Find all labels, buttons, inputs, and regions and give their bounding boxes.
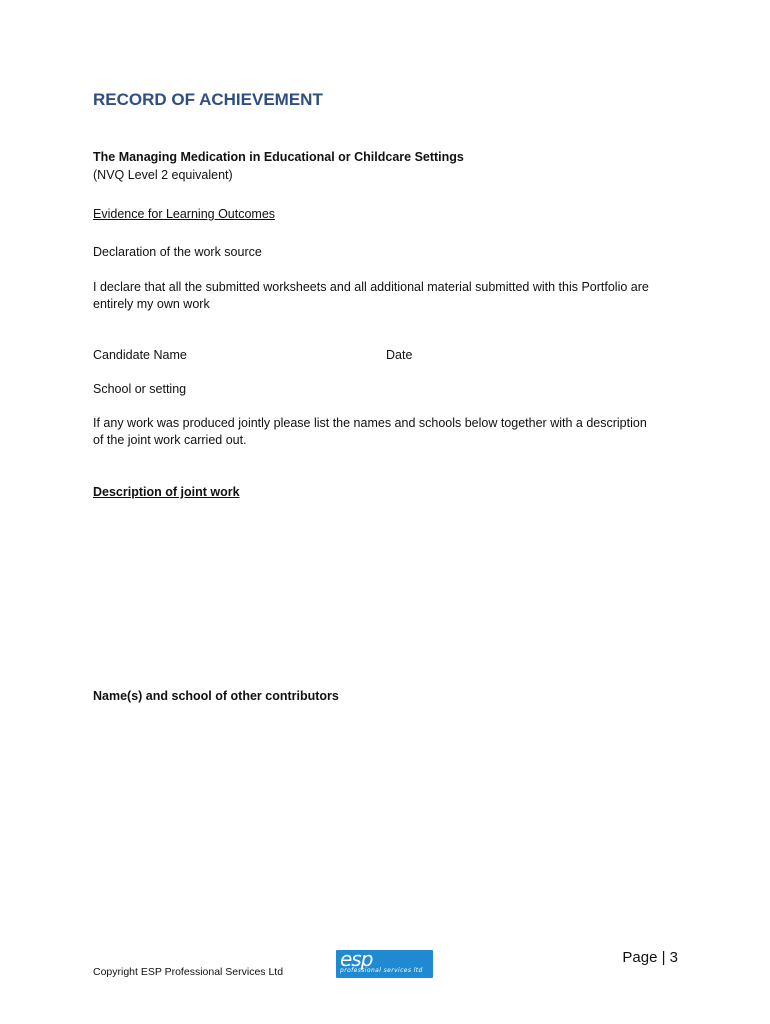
- page-number: Page | 3: [622, 949, 678, 966]
- logo-subtext: professional services ltd: [340, 967, 423, 974]
- course-title: The Managing Medication in Educational or Childcare Settings: [93, 150, 464, 164]
- joint-work-heading: Description of joint work: [93, 485, 240, 499]
- course-level: (NVQ Level 2 equivalent): [93, 168, 233, 182]
- footer-copyright: Copyright ESP Professional Services Ltd: [93, 966, 284, 978]
- page-title: RECORD OF ACHIEVEMENT: [93, 90, 323, 109]
- school-label: School or setting: [93, 382, 187, 396]
- contributors-heading: Name(s) and school of other contributors: [93, 689, 339, 703]
- declaration-heading: Declaration of the work source: [93, 245, 262, 259]
- declaration-text: I declare that all the submitted worksheets and all additional material submitted with this Portfolio are entirely my own work: [93, 280, 649, 311]
- logo-text: esp: [340, 950, 373, 971]
- date-label: Date: [386, 348, 413, 362]
- candidate-name-label: Candidate Name: [93, 348, 187, 362]
- joint-work-instructions: If any work was produced jointly please list the names and schools below together with a description of the joint work carried out.: [93, 416, 647, 447]
- esp-logo: [336, 950, 433, 978]
- evidence-heading: Evidence for Learning Outcomes: [93, 207, 276, 221]
